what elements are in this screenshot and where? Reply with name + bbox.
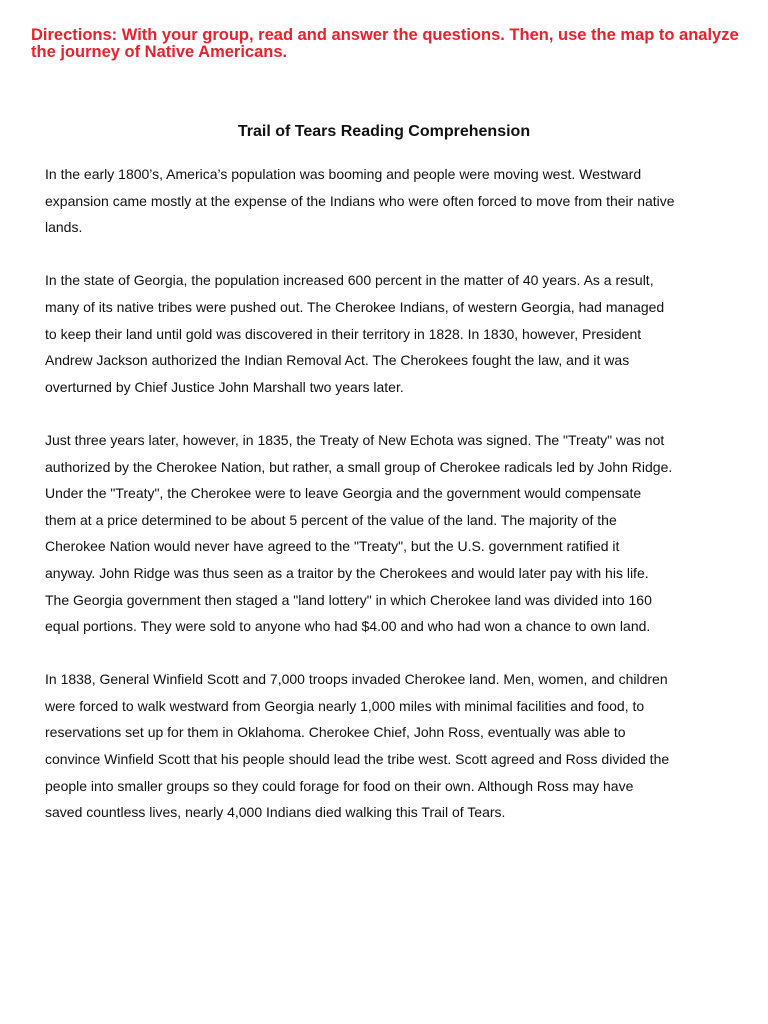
paragraph-line: In the early 1800’s, America’s population was booming and people were moving west. Westward — [45, 166, 642, 182]
paragraph-3 — [45, 427, 768, 640]
paragraph-line: Just three years later, however, in 1835, the Treaty of New Echota was signed. The "Treaty" was not — [45, 431, 665, 448]
paragraph-1 — [45, 161, 768, 241]
paragraph-line: expansion came mostly at the expense of the Indians who were often forced to move from their native — [45, 192, 675, 209]
page-title-text: Trail of Tears Reading Comprehension — [237, 123, 531, 140]
paragraph-line: In the state of Georgia, the population increased 600 percent in the matter of 40 years. As a result, — [45, 272, 654, 289]
paragraph-line: In 1838, General Winfield Scott and 7,000 troops invaded Cherokee land. Men, women, and children — [45, 671, 668, 688]
paragraph-line: many of its native tribes were pushed out. The Cherokee Indians, of western Georgia, had managed — [45, 298, 665, 315]
directions-line-2: the journey of Native Americans. — [31, 43, 288, 61]
paragraph-4 — [45, 666, 768, 826]
page-title — [0, 122, 768, 142]
paragraph-line: people into smaller groups so they could forage for food on their own. Although Ross may have — [45, 777, 634, 794]
paragraph-line: authorized by the Cherokee Nation, but rather, a small group of Cherokee radicals led by John Ridge. — [45, 458, 673, 475]
paragraph-line: reservations set up for them in Oklahoma. Cherokee Chief, John Ross, eventually was able to — [45, 724, 626, 741]
directions-text — [31, 27, 768, 61]
paragraph-line: were forced to walk westward from Georgia nearly 1,000 miles with minimal facilities and food, to — [45, 697, 645, 714]
paragraph-line: Andrew Jackson authorized the Indian Removal Act. The Cherokees fought the law, and it was — [45, 352, 630, 369]
paragraph-line: Cherokee Nation would never have agreed to the "Treaty", but the U.S. government ratified it — [45, 538, 620, 555]
reading-passage — [45, 161, 768, 852]
paragraph-line: Under the "Treaty", the Cherokee were to leave Georgia and the government would compensate — [45, 485, 642, 502]
paragraph-line: overturned by Chief Justice John Marshall two years later. — [45, 378, 404, 395]
paragraph-line: convince Winfield Scott that his people should lead the tribe west. Scott agreed and Ross divided the — [45, 751, 670, 768]
paragraph-line: anyway. John Ridge was thus seen as a traitor by the Cherokees and would later pay with his life. — [45, 564, 649, 581]
directions-line-1: Directions: With your group, read and answer the questions. Then, use the map to analyze — [31, 26, 739, 44]
paragraph-line: saved countless lives, nearly 4,000 Indians died walking this Trail of Tears. — [45, 804, 506, 821]
paragraph-line: to keep their land until gold was discovered in their territory in 1828. In 1830, however, President — [45, 325, 642, 342]
paragraph-2 — [45, 267, 768, 400]
paragraph-line: them at a price determined to be about 5 percent of the value of the land. The majority of the — [45, 511, 617, 528]
paragraph-line: lands. — [45, 219, 83, 236]
paragraph-line: The Georgia government then staged a "land lottery" in which Cherokee land was divided into 160 — [45, 591, 652, 608]
paragraph-line: equal portions. They were sold to anyone who had $4.00 and who had won a chance to own land. — [45, 618, 651, 635]
